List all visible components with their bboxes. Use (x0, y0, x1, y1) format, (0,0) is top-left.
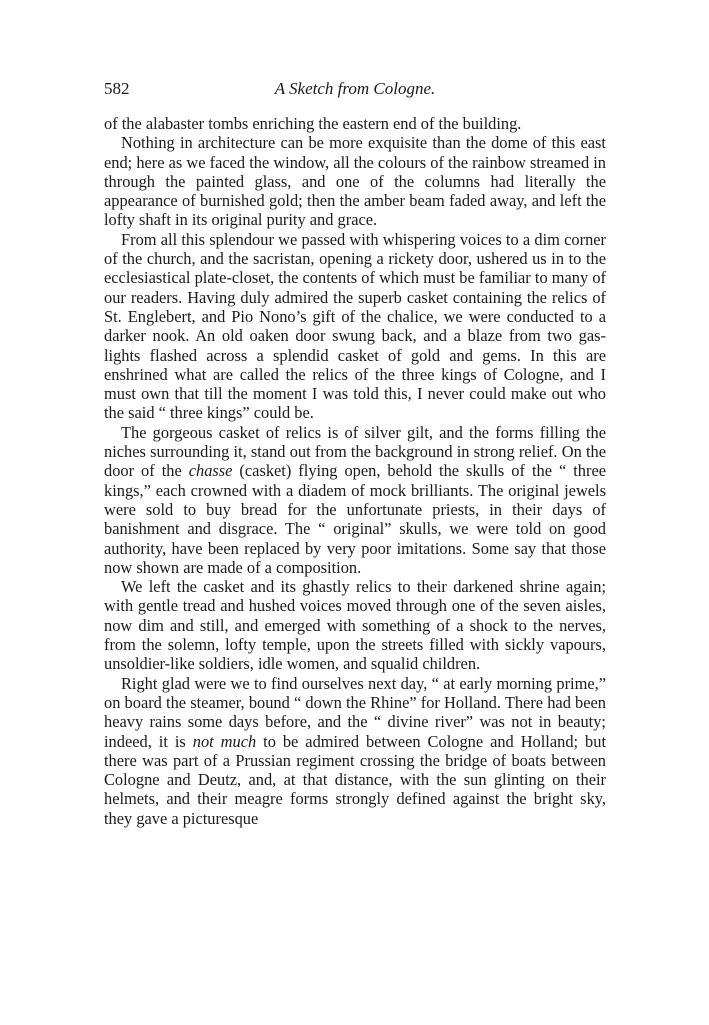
page-number: 582 (104, 79, 130, 98)
running-header (104, 78, 606, 100)
text-run: Right glad were we to find ourselves next day, “ at early morning prime,” on board the steamer, bound “ down the Rhine” for Holland. There had been heavy rains some days before, and the “ divine river” was not in beauty; indeed, it is (104, 673, 606, 751)
body-text (104, 114, 606, 828)
italic-text: not much (192, 731, 257, 751)
text-run: Nothing in architecture can be more exquisite than the dome of this east end; here as we faced the window, all the colours of the rainbow streamed in through the painted glass, and one of the columns had literally the appearance of burnished gold; then the amber beam faded away, and left the lofty shaft in its original purity and grace. (104, 133, 606, 230)
text-run: We left the casket and its ghastly relics to their darkened shrine again; with gentle tread and hushed voices moved through one of the seven aisles, now dim and still, and emerged with something of a shock to the nerves, from the solemn, lofty temple, upon the streets filled with sickly vapours, unsoldier-like soldiers, idle women, and squalid children. (104, 577, 606, 674)
paragraph (104, 674, 606, 828)
paragraph (104, 114, 606, 133)
text-run: From all this splendour we passed with whispering voices to a dim corner of the church, and the sacristan, opening a rickety door, ushered us in to the ecclesiastical plate-closet, the contents of which must be familiar to many of our readers. Having duly admired the superb casket containing the relics of St. Englebert, and Pio Nono’s gift of the chalice, we were conducted to a darker nook. An old oaken door swung back, and a blaze from two gas-lights flashed across a splendid casket of gold and gems. In this are enshrined what are called the relics of the three kings of Cologne, and I must own that till the moment I was told this, I never could make out who the said “ three kings” could be. (104, 229, 606, 423)
paragraph (104, 423, 606, 577)
paragraph (104, 230, 606, 423)
text-run: (casket) flying open, behold the skulls of the “ three kings,” each crowned with a diadem of mock brilliants. The original jewels were sold to buy bread for the unfortunate priests, in their days of banishment and disgrace. The “ original” skulls, we were told on good authority, have been replaced by very poor imitations. Some say that those now shown are made of a composition. (104, 461, 607, 577)
paragraph (104, 577, 606, 673)
book-page (104, 78, 606, 828)
text-run: of the alabaster tombs enriching the eastern end of the building. (104, 114, 522, 133)
paragraph (104, 133, 606, 229)
text-run: to be admired between Cologne and Holland; but there was part of a Prussian regiment crossing the bridge of boats between Cologne and Deutz, and, at that distance, with the sun glinting on their helmets, and their meagre forms strongly defined against the bright sky, they gave a picturesque (104, 731, 606, 828)
text-run: The gorgeous casket of relics is of silver gilt, and the forms filling the niches surrounding it, stand out from the background in strong relief. On the door of the (104, 422, 606, 481)
running-title: A Sketch from Cologne. (274, 79, 436, 98)
italic-text: chasse (188, 461, 233, 481)
